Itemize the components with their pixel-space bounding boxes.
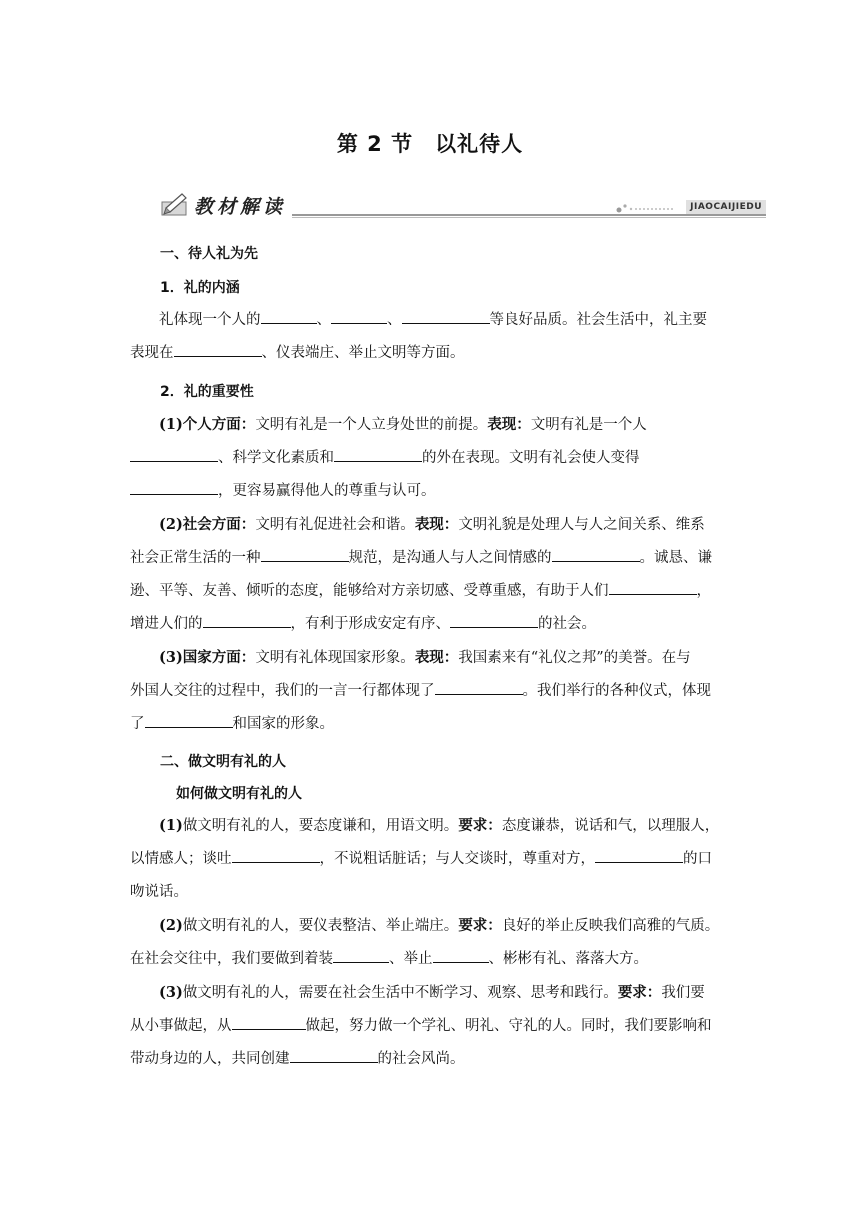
answer-blank[interactable]: [261, 547, 349, 562]
section-heading-1: 一、待人礼为先: [160, 246, 258, 262]
paragraph-attitude: (1)做文明有礼的人，要态度谦和，用语文明。要求：态度谦恭，说话和气，以理服人， 以情感人；谈吐 ，不说粗话脏话；与人交谈时，尊重对方， 的口 吻说话。: [130, 817, 720, 900]
paragraph-personal: (1)个人方面：文明有礼是一个人立身处世的前提。表现：文明有礼是一个人 、科学文化素质和 的外在表现。文明有礼会使人变得 ，更容易赢得他人的尊重与认可。: [130, 408, 730, 508]
answer-blank[interactable]: [261, 309, 317, 324]
subheading-2: 2．礼的重要性: [160, 384, 254, 400]
answer-blank[interactable]: [552, 547, 640, 562]
answer-blank[interactable]: [450, 613, 538, 628]
answer-blank[interactable]: [232, 1015, 306, 1030]
dots-decoration-icon: [615, 200, 675, 214]
answer-blank[interactable]: [435, 680, 523, 695]
pencil-book-icon: [160, 190, 190, 218]
answer-blank[interactable]: [174, 342, 262, 357]
banner-divider: [292, 214, 766, 216]
answer-blank[interactable]: [290, 1048, 378, 1063]
answer-blank[interactable]: [203, 613, 291, 628]
answer-blank[interactable]: [402, 309, 490, 324]
banner-subtitle: JIAOCAIJIEDU: [686, 200, 766, 214]
answer-blank[interactable]: [334, 447, 422, 462]
answer-blank[interactable]: [145, 713, 233, 728]
subheading-1: 1．礼的内涵: [160, 280, 240, 296]
paragraph-society: (2)社会方面：文明有礼促进社会和谐。表现：文明礼貌是处理人与人之间关系、维系 社会正常生活的一种 规范，是沟通人与人之间情感的 。诚恳、谦 逊、平等、友善、倾听的态度，能够给对方亲切感、受尊重感，有助于人们 ， 增进人们的 ，有利于形成安定有序、 的社会。: [130, 516, 712, 632]
answer-blank[interactable]: [130, 480, 218, 495]
banner-divider-thin: [292, 217, 766, 218]
paragraph-appearance: (2)做文明有礼的人，要仪表整洁、举止端庄。要求：良好的举止反映我们高雅的气质。 在社会交往中，我们要做到着装 、举止 、彬彬有礼、落落大方。: [130, 917, 720, 967]
answer-blank[interactable]: [333, 948, 389, 963]
paragraph-meaning: 礼体现一个人的 、 、 等良好品质。社会生活中，礼主要 表现在 、仪表端庄、举止文明等方面。: [130, 304, 730, 370]
answer-blank[interactable]: [331, 309, 387, 324]
banner-title: 教材解读: [194, 196, 287, 218]
answer-blank[interactable]: [232, 848, 320, 863]
page-title: 第 2 节 以礼待人: [336, 132, 524, 156]
paragraph-nation: (3)国家方面：文明有礼体现国家形象。表现：我国素来有“礼仪之邦”的美誉。在与 外国人交往的过程中，我们的一言一行都体现了 。我们举行的各种仪式，体现 了 和国家的形象。: [130, 649, 711, 732]
answer-blank[interactable]: [433, 948, 489, 963]
section-banner: [160, 190, 766, 220]
paragraph-practice: (3)做文明有礼的人，需要在社会生活中不断学习、观察、思考和践行。要求：我们要 从小事做起，从 做起，努力做一个学礼、明礼、守礼的人。同时，我们要影响和 带动身边的人，共同创建 的社会风尚。: [130, 984, 712, 1067]
subheading-3: 如何做文明有礼的人: [176, 786, 302, 802]
section-heading-2: 二、做文明有礼的人: [160, 754, 286, 770]
answer-blank[interactable]: [130, 447, 218, 462]
answer-blank[interactable]: [609, 580, 697, 595]
answer-blank[interactable]: [595, 848, 683, 863]
